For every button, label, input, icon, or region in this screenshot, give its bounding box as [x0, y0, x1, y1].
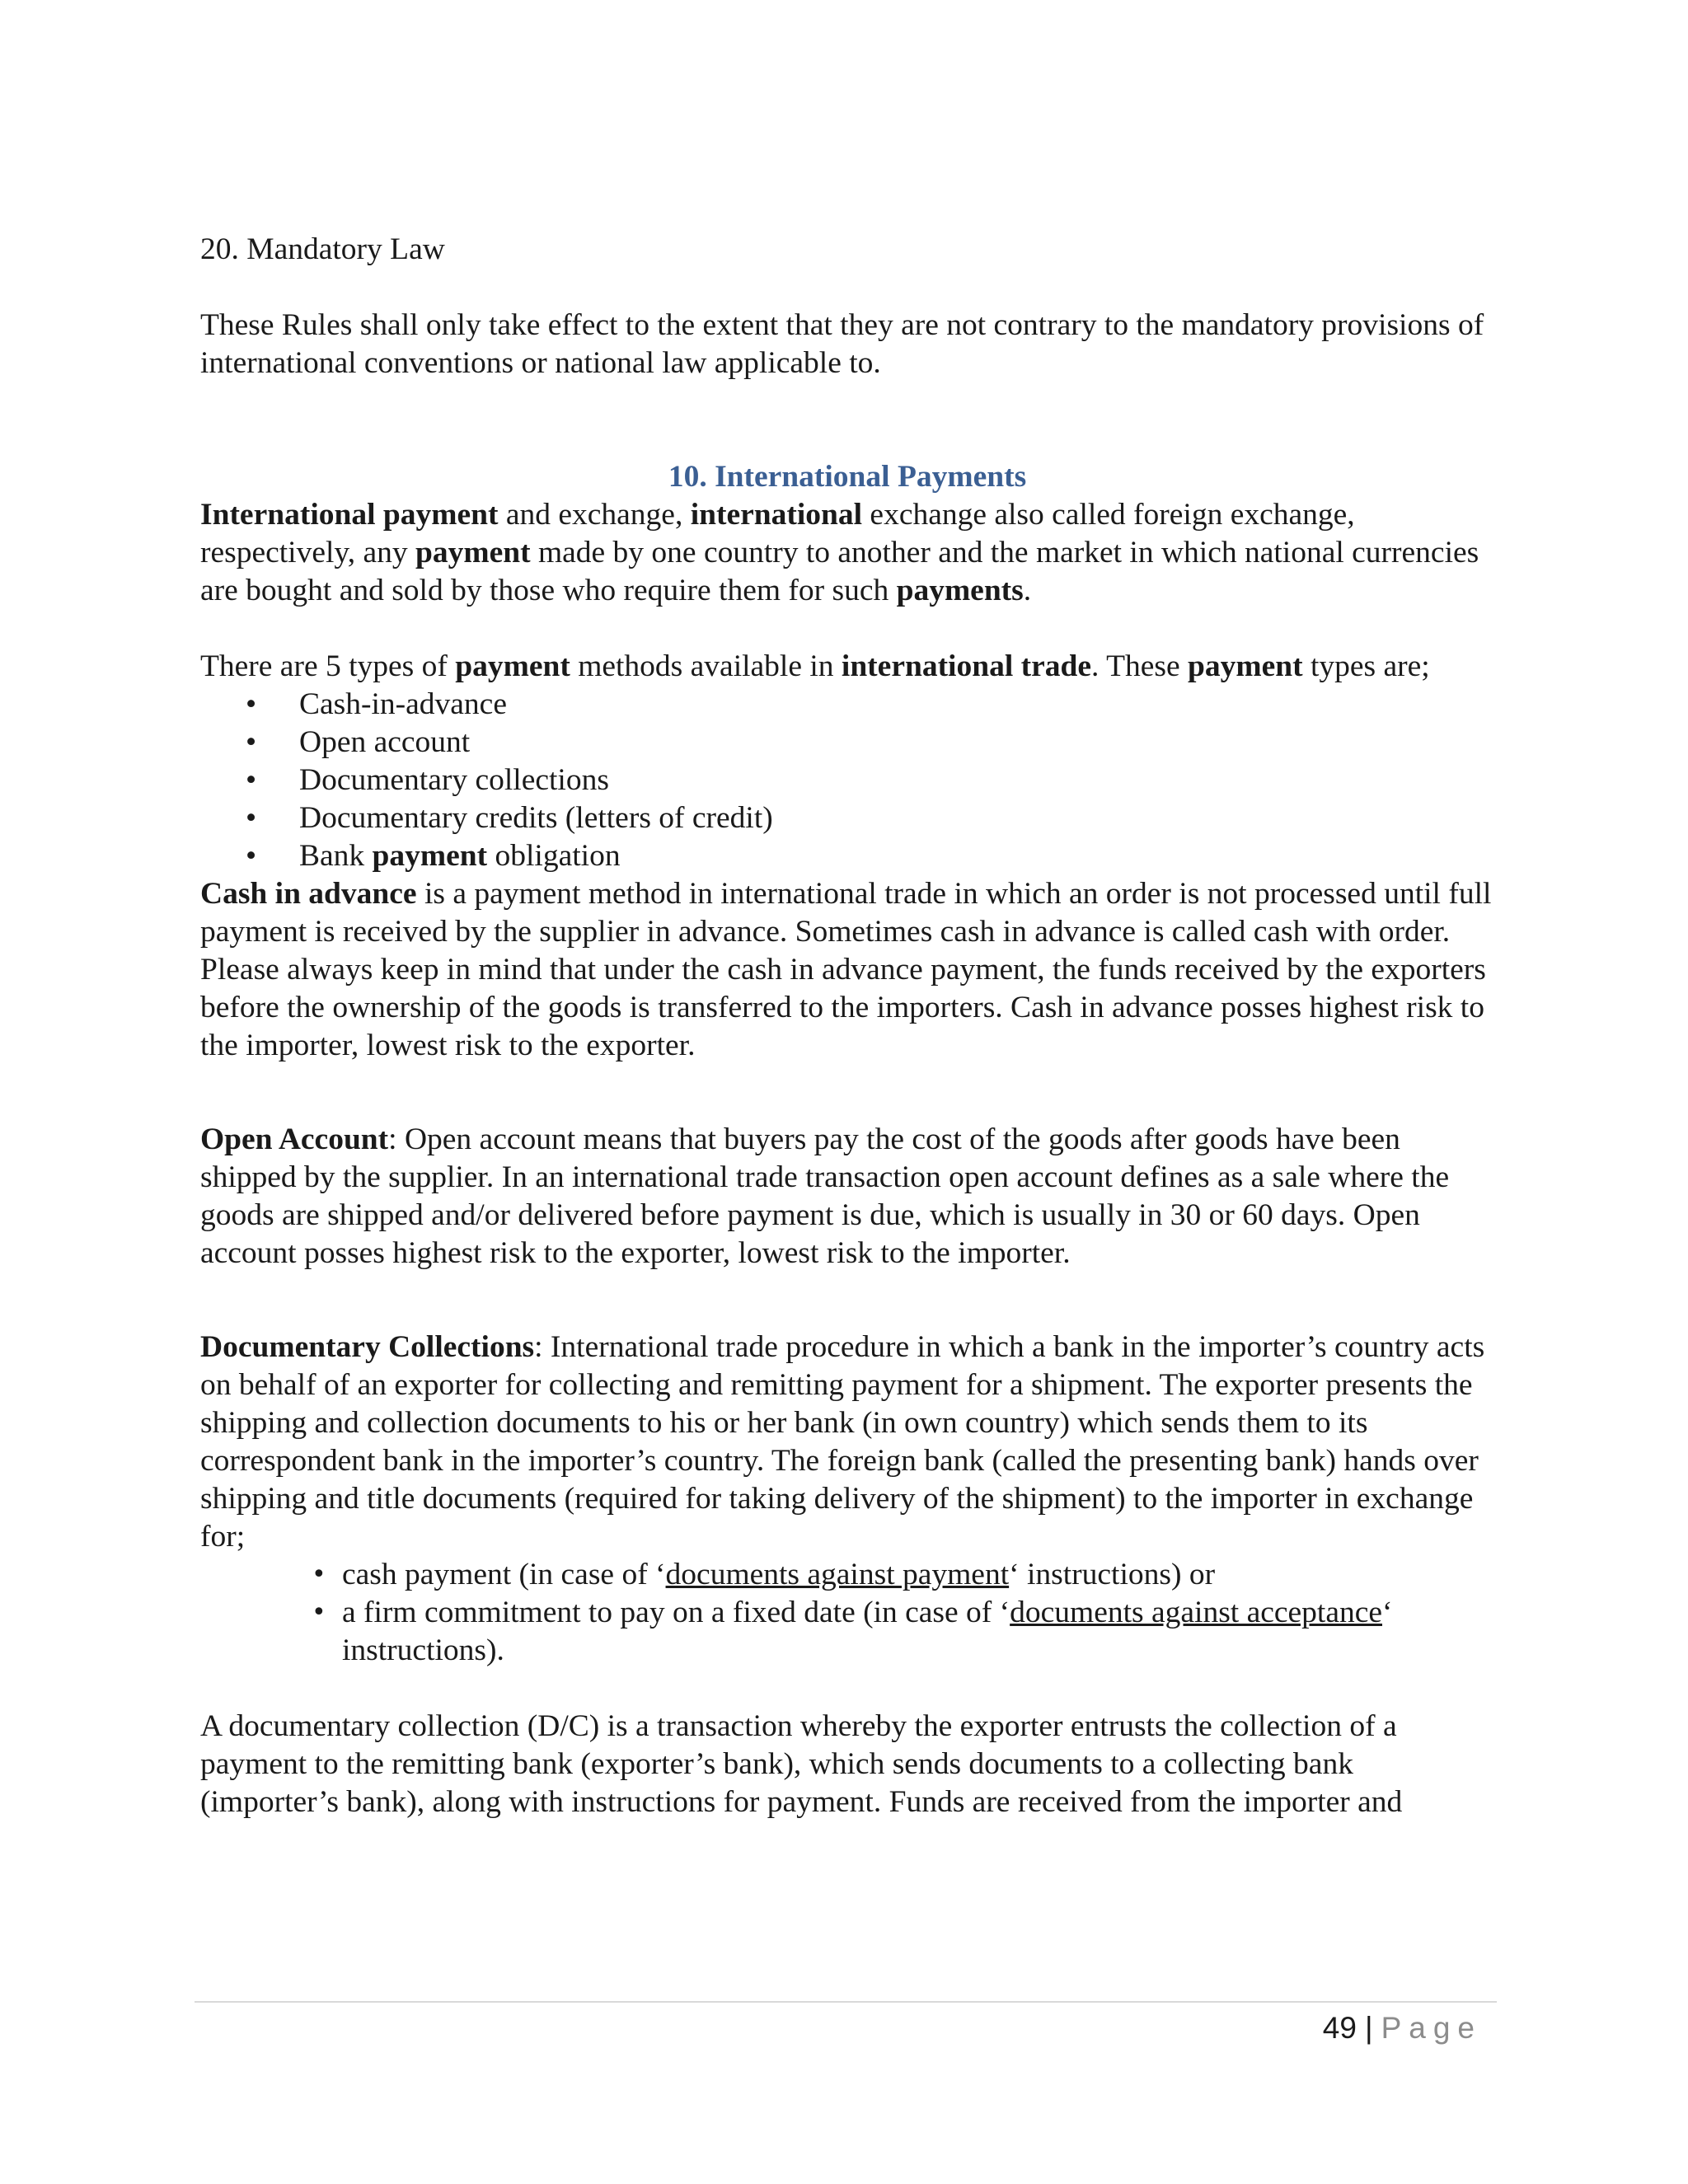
bullet-icon: •	[312, 1560, 326, 1589]
text-run: ‘ instructions).	[342, 1596, 1393, 1667]
text-run: methods available in	[570, 649, 842, 683]
bold-term: international	[690, 498, 863, 532]
bold-term: payment	[372, 839, 488, 873]
list-item	[200, 724, 1494, 762]
section-title-mandatory-law: 20. Mandatory Law	[200, 232, 445, 266]
footer-separator: |	[1364, 2011, 1373, 2045]
text-run: . These	[1091, 649, 1189, 683]
payment-types-paragraph	[200, 648, 1494, 686]
bullet-icon: •	[246, 839, 257, 873]
list-item-label: Documentary credits (letters of credit)	[299, 801, 773, 835]
bullet-icon: •	[312, 1598, 326, 1627]
collections-options-list	[200, 1556, 1494, 1670]
documentary-collection-definition-paragraph: A documentary collection (D/C) is a transaction whereby the exporter entrusts the collection of a payment to the remitting bank (exporter’s bank), which sends documents to a collecting bank (importer’s bank), along with instructions for payment. Funds are received from the importer and	[200, 1709, 1403, 1819]
bold-term: payment	[415, 536, 531, 569]
bold-term: payment	[1188, 649, 1303, 683]
payment-types-list	[200, 686, 1494, 875]
bullet-icon: •	[246, 725, 257, 759]
text-run: ‘ instructions) or	[1009, 1558, 1216, 1591]
documents-against-acceptance-link[interactable]: documents against acceptance	[1010, 1596, 1383, 1629]
bold-term: payment	[455, 649, 570, 683]
list-item	[200, 1556, 1494, 1594]
text-run: is a payment method in international trade in which an order is not processed until full payment is received by the supplier in advance. Sometimes cash in advance is called cash with order. Please always keep in mind that under the cash in advance payment, the funds received by the exporters before the ownership of the goods is transferred to the importers. Cash in advance posses highest risk to the importer, lowest risk to the exporter.	[200, 877, 1492, 1062]
text-run: and exchange,	[498, 498, 691, 532]
text-run: obligation	[487, 839, 621, 873]
list-item	[200, 686, 1494, 724]
bold-term: Documentary Collections	[200, 1330, 535, 1364]
chapter-heading: 10. International Payments	[668, 460, 1027, 494]
text-run: There are 5 types of	[200, 649, 456, 683]
text-run: made by one country to another and the market in which national currencies are bought and sold by those who require them for such	[200, 536, 1479, 607]
page-body	[200, 231, 1494, 1821]
text-run: a firm commitment to pay on a fixed date (in case of ‘	[342, 1596, 1010, 1629]
list-item-label: Cash-in-advance	[299, 687, 507, 721]
bullet-icon: •	[246, 687, 257, 721]
bullet-icon: •	[246, 801, 257, 835]
list-item	[200, 837, 1494, 875]
text-run: cash payment (in case of ‘	[342, 1558, 666, 1591]
text-run: exchange also called foreign exchange, respectively, any	[200, 498, 1355, 569]
open-account-paragraph	[200, 1121, 1494, 1272]
bold-term: international trade	[841, 649, 1092, 683]
cash-in-advance-paragraph	[200, 875, 1494, 1065]
page-number: 49	[1322, 2011, 1357, 2045]
text-run: types are;	[1302, 649, 1430, 683]
text-run: .	[1023, 574, 1032, 607]
bold-term: Cash in advance	[200, 877, 417, 911]
bold-term: Open Account	[200, 1122, 389, 1156]
documentary-collections-paragraph	[200, 1329, 1494, 1556]
text-run: : International trade procedure in which a bank in the importer’s country acts on behalf of an exporter for collecting and remitting payment for a shipment. The exporter presents the shipping and collection documents to his or her bank (in own country) which sends them to its correspondent bank in the importer’s country. The foreign bank (called the presenting bank) hands over shipping and title documents (required for taking delivery of the shipment) to the importer in exchange for;	[200, 1330, 1485, 1554]
list-item-label: Documentary collections	[299, 763, 609, 797]
list-item-label: Open account	[299, 725, 471, 759]
documents-against-payment-link[interactable]: documents against payment	[665, 1558, 1010, 1591]
list-item	[200, 762, 1494, 799]
bold-term: payments	[896, 574, 1024, 607]
text-run: Bank	[299, 839, 373, 873]
footer-divider	[195, 2001, 1497, 2003]
mandatory-law-paragraph: These Rules shall only take effect to the extent that they are not contrary to the mandatory provisions of international conventions or national law applicable to.	[200, 308, 1484, 380]
page-footer	[1323, 2008, 1482, 2049]
page-label: Page	[1381, 2011, 1482, 2045]
bold-term: International payment	[200, 498, 499, 532]
intro-paragraph	[200, 496, 1494, 610]
list-item	[200, 799, 1494, 837]
list-item	[200, 1594, 1494, 1670]
bullet-icon: •	[246, 763, 257, 797]
text-run: : Open account means that buyers pay the cost of the goods after goods have been shipped by the supplier. In an international trade transaction open account defines as a sale where the goods are shipped and/or delivered before payment is due, which is usually in 30 or 60 days. Open account posses highest risk to the exporter, lowest risk to the importer.	[200, 1122, 1450, 1270]
